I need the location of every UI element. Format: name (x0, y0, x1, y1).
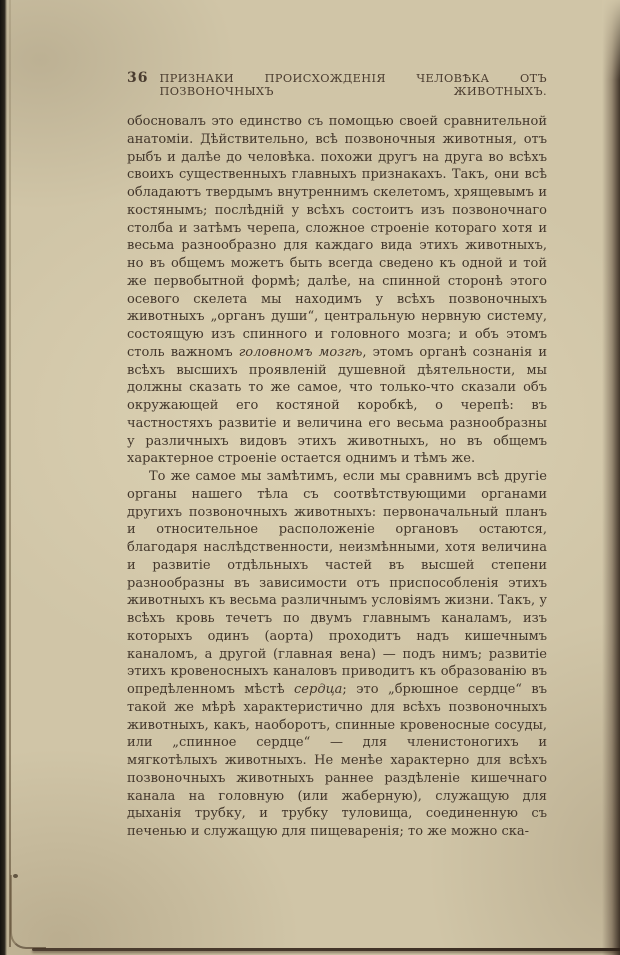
text-block (127, 113, 547, 841)
italic-term: сердца (294, 682, 343, 697)
page-content (127, 70, 547, 841)
running-title: ПРИЗНАКИ ПРОИСХОЖДЕНІЯ ЧЕЛОВѢКА ОТЪ ПОЗВОНОЧНЫХЪ ЖИВОТНЫХЪ. (159, 72, 547, 98)
page-right-edge-shadow (602, 0, 620, 955)
paragraph-text: , этомъ органѣ сознанія и всѣхъ высшихъ проявленій душевной дѣятельности, мы должны сказать то же самое, что только-что сказали объ окружающей его костяной коробкѣ, о черепѣ: въ частностяхъ развитіе и величина его весьма разнообразны у различныхъ видовъ этихъ животныхъ, но въ общемъ характерное строеніе остается однимъ и тѣмъ же. (127, 344, 547, 467)
ink-speck (13, 874, 18, 878)
paragraph-text: обосновалъ это единство съ помощью своей сравнительной анатоміи. Дѣйствительно, всѣ позвоночныя животныя, отъ рыбъ и далѣе до человѣка. похожи другъ на друга во всѣхъ своихъ существенныхъ главныхъ признакахъ. Такъ, они всѣ обладаютъ твердымъ внутреннимъ скелетомъ, хрящевымъ и костянымъ; послѣдній у всѣхъ состоитъ изъ позвоночнаго столба и затѣмъ черепа, сложное строеніе котораго хотя и весьма разнообразно для каждаго вида этихъ животныхъ, но въ общемъ можетъ быть всегда сведено къ одной и той же первобытной формѣ; далѣе, на спинной сторонѣ этого осевого скелета мы находимъ у всѣхъ позвоночныхъ животныхъ „органъ души“, центральную нервную систему, состоящую изъ спинного и головного мозга; и объ этомъ столь важномъ (127, 114, 547, 360)
paragraph (127, 113, 547, 468)
page-number: 36 (127, 70, 149, 86)
italic-term: головномъ мозгѣ (238, 344, 363, 360)
page-inner-crease (9, 0, 11, 947)
paragraph-text: ; это „брюшное сердце“ въ такой же мѣрѣ характеристично для всѣхъ позвоночныхъ животныхъ, какъ, наоборотъ, спинные кровеносные сосуды, или „спинное сердце“ — для членистоногихъ и мягкотѣлыхъ животныхъ. Не менѣе характерно для всѣхъ позвоночныхъ животныхъ раннее раздѣленіе кишечнаго канала на головную (или жаберную), служащую для дыханія трубку, и трубку туловища, соединенную съ печенью и служащую для пищеваренія; то же можно ска- (127, 682, 547, 839)
paragraph-text: То же самое мы замѣтимъ, если мы сравнимъ всѣ другіе органы нашего тѣла съ соотвѣтствующими органами другихъ позвоночныхъ животныхъ: первоначальный планъ и относительное расположеніе органовъ остаются, благодаря наслѣдственности, неизмѣнными, хотя величина и развитіе отдѣльныхъ частей въ высшей степени разнообразны въ зависимости отъ приспособленія этихъ животныхъ къ весьма различнымъ условіямъ жизни. Такъ, у всѣхъ кровь течетъ по двумъ главнымъ каналамъ, изъ которыхъ одинъ (аорта) проходитъ надъ кишечнымъ каналомъ, а другой (главная вена) — подъ нимъ; развитіе этихъ кровеносныхъ каналовъ приводитъ къ образованію въ опредѣленномъ мѣстѣ (127, 469, 547, 697)
paragraph (127, 468, 547, 841)
scan-left-edge (0, 0, 7, 955)
page-bottom-edge (32, 948, 620, 951)
page-header (127, 70, 547, 98)
page-bottom-left-curve (10, 875, 46, 949)
